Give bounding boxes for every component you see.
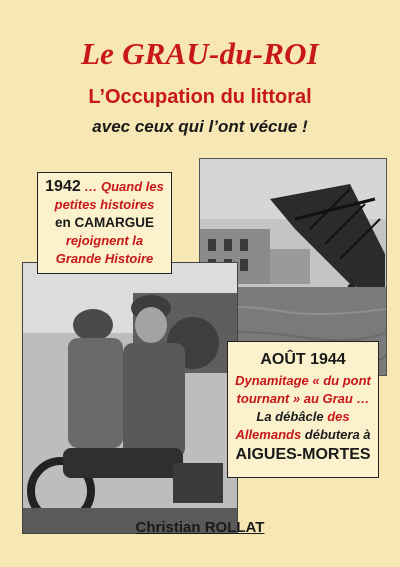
box-1944-line4-b: débutera à	[301, 427, 371, 442]
box-1944-line2: tournant » au Grau …	[236, 391, 370, 406]
box-1944-heading: AOÛT 1944	[260, 351, 346, 368]
box-1942-line2: petites histoires	[54, 197, 155, 212]
box-1942-year: 1942	[45, 178, 81, 195]
soldiers-illustration	[23, 263, 237, 533]
box-1942	[37, 172, 172, 274]
book-subtitle: L’Occupation du littoral	[88, 86, 312, 108]
box-1944	[227, 341, 379, 478]
box-1942-line4: rejoignent la	[65, 233, 144, 248]
soldiers-motorcycle-photo	[22, 262, 238, 534]
box-1944-line3-a: La	[256, 409, 276, 424]
box-1944-allemands: Allemands	[235, 427, 302, 442]
book-title: Le GRAU-du-ROI	[81, 36, 319, 71]
box-1942-line3-a: en	[54, 215, 75, 230]
box-1942-line5: Grande Histoire	[55, 251, 154, 266]
box-1944-debacle: débâcle	[275, 409, 324, 424]
box-1944-line1: Dynamitage « du pont	[235, 373, 371, 388]
book-tagline: avec ceux qui l’ont vécue !	[92, 117, 308, 136]
box-1944-line3-c: des	[323, 409, 350, 424]
box-1942-line1: … Quand les	[80, 179, 164, 194]
box-1942-camargue: CAMARGUE	[74, 215, 154, 230]
book-author: Christian ROLLAT	[135, 519, 265, 536]
box-1944-aigues-mortes: AIGUES-MORTES	[235, 446, 371, 463]
